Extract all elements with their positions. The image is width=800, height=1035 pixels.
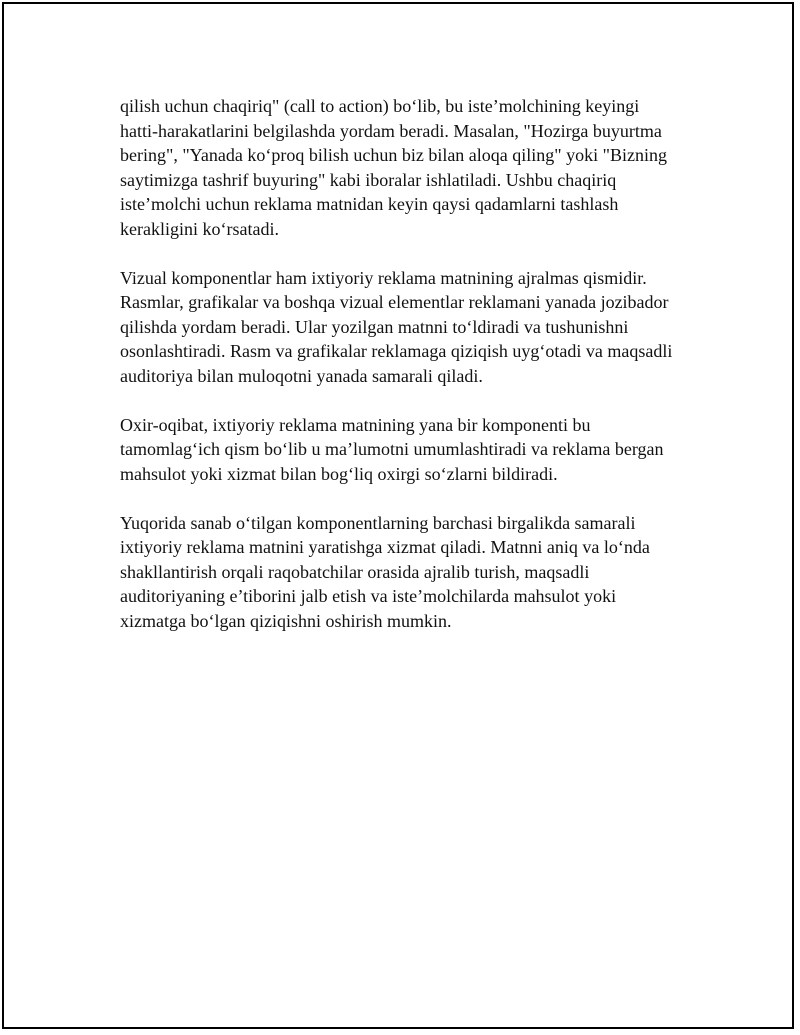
text-line: Oxir-oqibat, ixtiyoriy reklama matnining yana bir komponenti bu <box>120 414 591 435</box>
text-line: auditoriya bilan muloqotni yanada samarali qiladi. <box>120 365 483 386</box>
text-line: Yuqorida sanab o‘tilgan komponentlarning barchasi birgalikda samarali <box>120 512 636 533</box>
document-body <box>120 94 700 658</box>
paragraph-call-to-action <box>120 94 700 241</box>
text-line: kerakligini ko‘rsatadi. <box>120 218 279 239</box>
text-line: mahsulot yoki xizmat bilan bog‘liq oxirgi so‘zlarni bildiradi. <box>120 463 558 484</box>
text-line: iste’molchi uchun reklama matnidan keyin qaysi qadamlarni tashlash <box>120 194 619 214</box>
paragraph-visual-components <box>120 266 700 389</box>
text-line: hatti-harakatlarini belgilashda yordam beradi. Masalan, "Hozirga buyurtma <box>120 120 662 141</box>
text-line: Rasmlar, grafikalar va boshqa vizual elementlar reklamani yanada jozibador <box>120 292 669 312</box>
text-line: auditoriyaning e’tiborini jalb etish va iste’molchilarda mahsulot yoki <box>120 586 617 606</box>
text-line: ixtiyoriy reklama matnini yaratishga xizmat qiladi. Matnni aniq va lo‘nda <box>120 537 650 557</box>
text-line: qilish uchun chaqiriq" (call to action) bo‘lib, bu iste’molchining keyingi <box>120 96 640 116</box>
paragraph-conclusion-component <box>120 413 700 487</box>
paragraph-summary <box>120 511 700 634</box>
text-line: osonlashtiradi. Rasm va grafikalar reklamaga qiziqish uyg‘otadi va maqsadli <box>120 341 673 361</box>
text-line: bering", "Yanada ko‘proq bilish uchun biz bilan aloqa qiling" yoki "Bizning <box>120 145 667 165</box>
text-line: shakllantirish orqali raqobatchilar orasida ajralib turish, maqsadli <box>120 561 590 582</box>
document-page <box>2 2 794 1029</box>
text-line: qilishda yordam beradi. Ular yozilgan matnni to‘ldiradi va tushunishni <box>120 316 629 337</box>
text-line: xizmatga bo‘lgan qiziqishni oshirish mumkin. <box>120 610 452 631</box>
text-line: saytimizga tashrif buyuring" kabi iboralar ishlatiladi. Ushbu chaqiriq <box>120 169 617 190</box>
text-line: tamomlag‘ich qism bo‘lib u ma’lumotni umumlashtiradi va reklama bergan <box>120 439 664 459</box>
text-line: Vizual komponentlar ham ixtiyoriy reklama matnining ajralmas qismidir. <box>120 267 647 288</box>
